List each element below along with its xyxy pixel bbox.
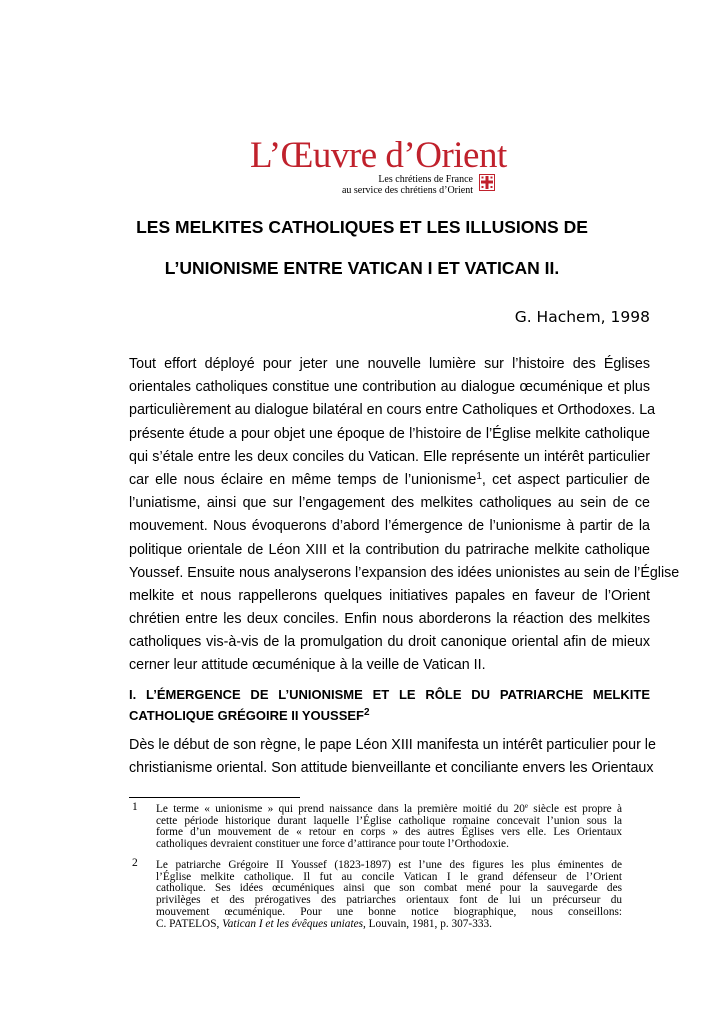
cross-seal-icon: [479, 174, 495, 191]
logo-subtitle-line2: au service des chrétiens d’Orient: [341, 185, 473, 196]
logo-subtitle: [283, 174, 473, 196]
text-line: Dès le début de son règne, le pape Léon XIII manifesta un intérêt particulier pour le: [129, 737, 656, 753]
footnote-line: privilèges et des prérogatives des patriarches orientaux font de lui un précurseur du: [156, 894, 622, 907]
text-fragment: car elle nous éclaire en même temps de l’unionisme: [129, 471, 477, 488]
body-paragraph: [129, 734, 656, 780]
book-title: Vatican I et les évêques uniates,: [222, 917, 366, 930]
text-line: christianisme oriental. Son attitude bienveillante et conciliante envers les Orientaux: [129, 760, 654, 777]
text-line: particulièrement au dialogue bilatéral en cours entre Catholiques et Orthodoxes. La: [129, 402, 656, 419]
text-line: orientales catholiques constitue une contribution au dialogue œcuménique et plus: [129, 379, 650, 396]
text-line: Tout effort déployé pour jeter une nouvelle lumière sur l’histoire des Églises: [129, 356, 650, 372]
logo-subtitle-line1: Les chrétiens de France: [378, 174, 473, 185]
logo: [250, 134, 530, 196]
text-fragment: C. PATELOS,: [156, 917, 223, 930]
footnote-line: [156, 919, 622, 931]
text-line: qui s’étale entre les deux conciles du Vatican. Elle représente un intérêt particulier: [129, 448, 650, 465]
text-line: [129, 469, 650, 492]
document-title-line1: LES MELKITES CATHOLIQUES ET LES ILLUSIONS DE: [136, 217, 588, 237]
footnote-line: catholique. Ses idées œcuméniques ainsi que son combat mené pour la sauvegarde des: [156, 882, 622, 895]
text-line: melkite et nous rappellerons quelques initiatives papales en faveur de l’Orient: [129, 587, 650, 604]
text-fragment: , cet aspect particulier de: [481, 471, 650, 488]
footnote-1: [132, 801, 622, 852]
text-line: catholiques vis-à-vis de la promulgation du droit canonique oriental afin de mieux: [129, 634, 650, 651]
text-fragment: Louvain, 1981, p. 307-333.: [365, 917, 492, 930]
footnote-ref-1[interactable]: 1: [476, 470, 482, 482]
text-fragment: siècle est propre à: [528, 803, 622, 815]
section-heading-line: [129, 705, 650, 726]
document-title-line2: L’UNIONISME ENTRE VATICAN I ET VATICAN II.: [164, 258, 560, 278]
footnote-line: mouvement œcuménique. Pour une bonne notice biographique, nous conseillons:: [156, 905, 622, 918]
footnote-line: [156, 804, 622, 816]
section-heading-line: I. L’ÉMERGENCE DE L’UNIONISME ET LE RÔLE DU PATRIARCHE MELKITE: [129, 687, 650, 702]
text-fragment: Le terme « unionisme » qui prend naissance dans la première moitié du 20: [156, 803, 525, 815]
footnote-line: l’Église melkite catholique. Il fut au concile Vatican I le grand défenseur de l’Orient: [156, 870, 622, 883]
section-heading: [129, 684, 650, 726]
author-date: G. Hachem, 1998: [514, 308, 650, 326]
footnote-2: [132, 857, 622, 932]
footnote-number: 1: [132, 801, 138, 813]
footnote-line: forme d’un mouvement de « retour en corps » des autres Églises vers elle. Les Orientaux: [156, 826, 622, 839]
superscript: e: [524, 802, 528, 810]
text-line: l’uniatisme, ainsi que sur l’engagement des melkites catholiques au sein de ce: [129, 495, 650, 512]
text-line: mouvement. Nous évoquerons d’abord l’émergence de l’unionisme à partir de la: [129, 518, 650, 535]
footnote-number: 2: [132, 857, 138, 869]
text-line: politique orientale de Léon XIII et la contribution du patrirache melkite catholique: [129, 541, 650, 558]
footnote-line: Le patriarche Grégoire II Youssef (1823-1897) est l’une des figures les plus éminentes de: [156, 859, 622, 871]
intro-paragraph: [129, 353, 680, 678]
text-fragment: CATHOLIQUE GRÉGOIRE II YOUSSEF: [129, 708, 364, 723]
footnote-separator: [129, 797, 300, 798]
text-line: cerner leur attitude œcuménique à la veille de Vatican II.: [129, 657, 486, 674]
footnote-line: cette période historique durant laquelle l’Église catholique romaine concevait l’union sous la: [156, 814, 622, 827]
logo-title: L’Œuvre d’Orient: [250, 135, 507, 176]
footnote-ref-2[interactable]: 2: [364, 707, 370, 718]
text-line: Youssef. Ensuite nous analyserons l’expansion des idées unionistes au sein de l’Église: [129, 564, 680, 581]
footnote-line: catholiques devraient constituer une force d’attirance pour toute l’Orthodoxie.: [156, 838, 509, 851]
text-line: présente étude a pour objet une époque de l’histoire de l’Église melkite catholique: [129, 425, 650, 442]
text-line: chrétien entre les deux conciles. Enfin nous aborderons la réaction des melkites: [129, 611, 650, 628]
